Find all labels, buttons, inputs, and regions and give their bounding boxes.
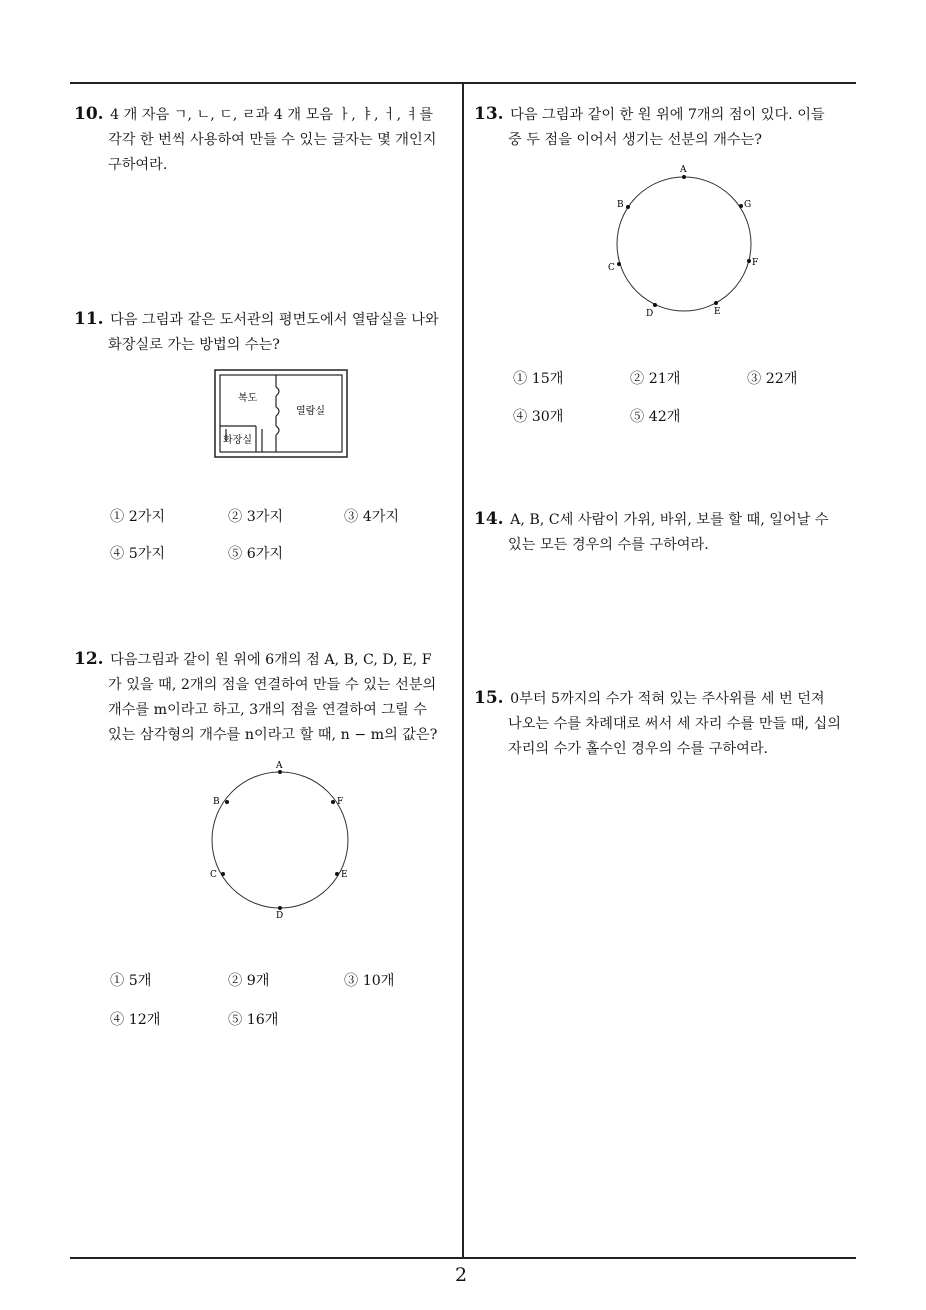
question-number: 15.	[474, 688, 504, 708]
q11-option-4[interactable]: ④ 5가지	[110, 546, 166, 562]
question-10: 10. 4 개 자음 ㄱ, ㄴ, ㄷ, ㄹ과 4 개 모음 ㅏ, ㅑ, ㅓ, ㅕ를 각각 한 번씩 사용하여 만들 수 있는 글자는 몇 개인지 구하여라.	[74, 104, 437, 173]
bottom-rule	[70, 1257, 856, 1259]
q11-option-5[interactable]: ⑤ 6가지	[228, 546, 284, 562]
point-label-d: D	[646, 309, 654, 319]
q12-option-3[interactable]: ③ 10개	[344, 973, 395, 989]
q13-option-2[interactable]: ② 21개	[630, 371, 681, 387]
q11-option-2[interactable]: ② 3가지	[228, 509, 284, 525]
q12-option-5[interactable]: ⑤ 16개	[228, 1012, 279, 1028]
point-label-f: F	[752, 258, 759, 268]
q13-option-5[interactable]: ⑤ 42개	[630, 409, 681, 425]
restroom-label: 화장실	[223, 435, 252, 446]
point-label-d: D	[276, 911, 284, 920]
question-14: 14. A, B, C세 사람이 가위, 바위, 보를 할 때, 일어날 수 있는 모든 경우의 수를 구하여라.	[474, 509, 829, 553]
question-11: 11. 다음 그림과 같은 도서관의 평면도에서 열람실을 나와 화장실로 가는 방법의 수는?	[74, 309, 439, 353]
circle-seven-points	[603, 163, 765, 323]
q13-option-1[interactable]: ① 15개	[513, 371, 564, 387]
question-15: 15. 0부터 5까지의 수가 적혀 있는 주사위를 세 번 던져 나오는 수를 차례대로 써서 세 자리 수를 만들 때, 십의 자리의 수가 홀수인 경우의 수를 구하여라.	[474, 688, 841, 757]
question-number: 11.	[74, 309, 104, 329]
question-13: 13. 다음 그림과 같이 한 원 위에 7개의 점이 있다. 이들 중 두 점을 이어서 생기는 선분의 개수는?	[474, 104, 825, 148]
point-label-e: E	[714, 307, 721, 317]
q13-option-3[interactable]: ③ 22개	[747, 371, 798, 387]
point-label-a: A	[680, 165, 687, 175]
point-label-b: B	[213, 797, 220, 807]
question-number: 12.	[74, 649, 104, 669]
point-label-c: C	[608, 263, 615, 273]
q11-option-3[interactable]: ③ 4가지	[344, 509, 400, 525]
point-label-f: F	[337, 797, 344, 807]
point-label-b: B	[617, 200, 624, 210]
reading-room-label: 열람실	[296, 406, 325, 417]
circle-six-points	[200, 760, 360, 920]
q13-option-4[interactable]: ④ 30개	[513, 409, 564, 425]
question-number: 14.	[474, 509, 504, 529]
column-divider	[462, 82, 464, 1258]
q12-option-4[interactable]: ④ 12개	[110, 1012, 161, 1028]
corridor-label: 복도	[238, 393, 258, 404]
library-floor-plan	[214, 369, 348, 459]
point-label-c: C	[210, 870, 217, 880]
point-label-e: E	[341, 870, 348, 880]
question-number: 10.	[74, 104, 104, 124]
question-number: 13.	[474, 104, 504, 124]
q12-option-1[interactable]: ① 5개	[110, 973, 152, 989]
page-number: 2	[455, 1264, 468, 1286]
q12-option-2[interactable]: ② 9개	[228, 973, 270, 989]
point-label-g: G	[744, 200, 752, 210]
question-12: 12. 다음그림과 같이 원 위에 6개의 점 A, B, C, D, E, F 가 있을 때, 2개의 점을 연결하여 만들 수 있는 선분의 개수를 m이라고 하고, 3개의 점을 연결하여 그릴 수 있는 삼각형의 개수를 n이라고 할 때, n − m의 값은?	[74, 649, 438, 743]
point-label-a: A	[276, 761, 283, 771]
q11-option-1[interactable]: ① 2가지	[110, 509, 166, 525]
